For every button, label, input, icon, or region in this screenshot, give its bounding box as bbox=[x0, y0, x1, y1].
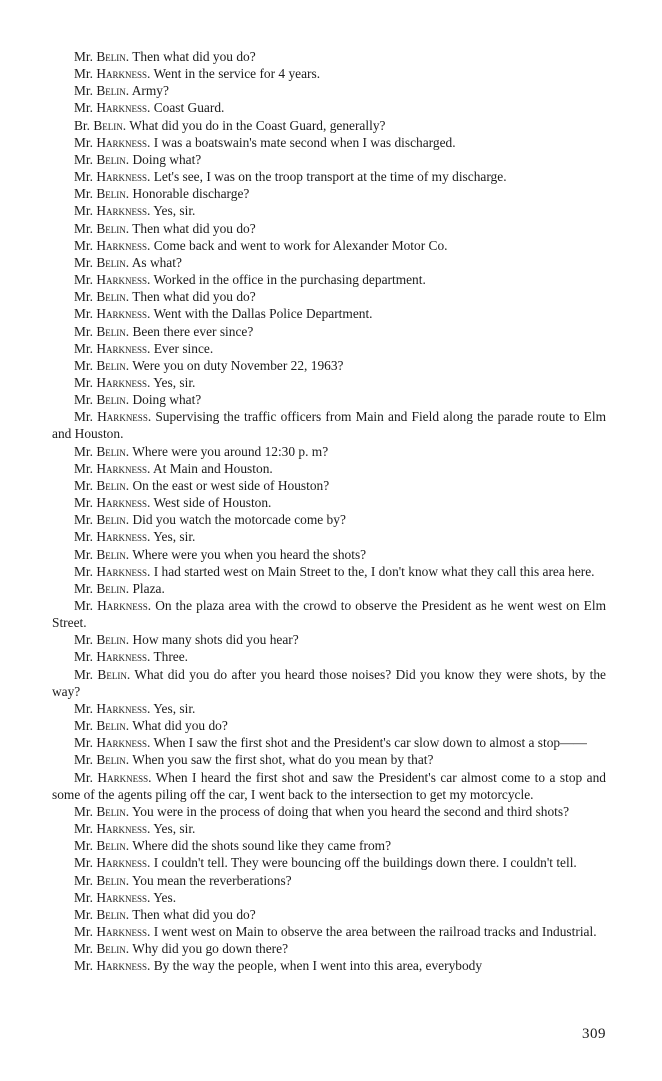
line-text: Did you watch the motorcade come by? bbox=[129, 512, 346, 528]
speaker-name: Harkness. bbox=[96, 923, 151, 939]
speaker-name: Belin. bbox=[96, 477, 130, 493]
speaker-prefix: Mr. bbox=[74, 649, 97, 665]
speaker-name: Belin. bbox=[96, 49, 130, 64]
speaker-prefix: Mr. bbox=[74, 735, 97, 751]
line-text: Honorable discharge? bbox=[129, 186, 250, 202]
speaker-name: Harkness. bbox=[96, 237, 151, 253]
speaker-name: Belin. bbox=[96, 718, 130, 734]
speaker-prefix: Mr. bbox=[74, 220, 97, 236]
line-text: What did you do in the Coast Guard, generally? bbox=[126, 117, 386, 133]
transcript-line bbox=[52, 185, 606, 202]
transcript-line bbox=[52, 597, 606, 631]
line-text: How many shots did you hear? bbox=[129, 632, 299, 648]
speaker-prefix: Mr. bbox=[74, 272, 97, 288]
speaker-name: Belin. bbox=[96, 323, 130, 339]
line-text: Where were you when you heard the shots? bbox=[129, 546, 367, 562]
speaker-name: Harkness. bbox=[96, 700, 151, 716]
line-text: By the way the people, when I went into this area, everybody bbox=[150, 958, 483, 974]
transcript-line bbox=[52, 923, 606, 940]
transcript-line bbox=[52, 563, 606, 580]
line-text: You mean the reverberations? bbox=[129, 872, 292, 888]
speaker-name: Harkness. bbox=[96, 495, 151, 511]
transcript-line bbox=[52, 837, 606, 854]
speaker-prefix: Mr. bbox=[74, 529, 97, 545]
transcript-line bbox=[52, 443, 606, 460]
speaker-name: Harkness. bbox=[96, 203, 151, 219]
speaker-prefix: Mr. bbox=[74, 169, 97, 185]
transcript-line bbox=[52, 648, 606, 665]
line-text: Coast Guard. bbox=[150, 100, 225, 116]
transcript-line bbox=[52, 391, 606, 408]
transcript-body bbox=[52, 48, 606, 974]
line-text: On the east or west side of Houston? bbox=[129, 477, 330, 493]
line-text: I was a boatswain's mate second when I was discharged. bbox=[150, 134, 456, 150]
speaker-name: Harkness. bbox=[96, 100, 151, 116]
line-text: Doing what? bbox=[129, 151, 202, 167]
line-text: Went with the Dallas Police Department. bbox=[150, 306, 373, 322]
transcript-line bbox=[52, 288, 606, 305]
transcript-line bbox=[52, 48, 606, 65]
transcript-line bbox=[52, 340, 606, 357]
speaker-name: Harkness. bbox=[97, 769, 152, 785]
speaker-name: Belin. bbox=[96, 752, 130, 768]
transcript-line bbox=[52, 151, 606, 168]
speaker-name: Harkness. bbox=[96, 958, 151, 974]
page-number: 309 bbox=[582, 1026, 606, 1042]
line-text: Were you on duty November 22, 1963? bbox=[129, 357, 344, 373]
line-text: Let's see, I was on the troop transport at the time of my discharge. bbox=[150, 169, 507, 185]
line-text: Ever since. bbox=[150, 340, 214, 356]
transcript-line bbox=[52, 202, 606, 219]
speaker-name: Belin. bbox=[96, 803, 130, 819]
transcript-line bbox=[52, 357, 606, 374]
speaker-name: Harkness. bbox=[96, 735, 151, 751]
line-text: Three. bbox=[150, 649, 189, 665]
speaker-prefix: Br. bbox=[74, 117, 94, 133]
speaker-prefix: Mr. bbox=[74, 923, 97, 939]
line-text: Then what did you do? bbox=[129, 906, 256, 922]
transcript-line bbox=[52, 374, 606, 391]
speaker-prefix: Mr. bbox=[74, 512, 97, 528]
line-text: Yes, sir. bbox=[150, 821, 196, 837]
speaker-prefix: Mr. bbox=[74, 495, 97, 511]
transcript-line bbox=[52, 666, 606, 700]
line-text: West side of Houston. bbox=[150, 495, 272, 511]
speaker-prefix: Mr. bbox=[74, 203, 97, 219]
line-text: Yes. bbox=[150, 889, 177, 905]
transcript-line bbox=[52, 631, 606, 648]
line-text: When you saw the first shot, what do you mean by that? bbox=[129, 752, 434, 768]
speaker-name: Harkness. bbox=[96, 889, 151, 905]
speaker-prefix: Mr. bbox=[74, 374, 97, 390]
speaker-prefix: Mr. bbox=[74, 460, 97, 476]
line-text: Went in the service for 4 years. bbox=[150, 66, 321, 82]
speaker-name: Belin. bbox=[96, 392, 130, 408]
line-text: Then what did you do? bbox=[129, 220, 256, 236]
transcript-line bbox=[52, 134, 606, 151]
line-text: As what? bbox=[129, 254, 182, 270]
transcript-line bbox=[52, 803, 606, 820]
speaker-prefix: Mr. bbox=[74, 306, 97, 322]
transcript-line bbox=[52, 323, 606, 340]
line-text: Plaza. bbox=[129, 580, 165, 596]
transcript-line bbox=[52, 940, 606, 957]
speaker-name: Belin. bbox=[96, 83, 130, 99]
transcript-line bbox=[52, 65, 606, 82]
line-text: Yes, sir. bbox=[150, 374, 196, 390]
speaker-prefix: Mr. bbox=[74, 872, 97, 888]
speaker-name: Belin. bbox=[97, 666, 131, 682]
transcript-line bbox=[52, 546, 606, 563]
speaker-prefix: Mr. bbox=[74, 803, 97, 819]
transcript-line bbox=[52, 751, 606, 768]
speaker-name: Harkness. bbox=[96, 821, 151, 837]
line-text: When I saw the first shot and the President's car slow down to almost a stop—— bbox=[150, 735, 587, 751]
speaker-prefix: Mr. bbox=[74, 580, 97, 596]
speaker-prefix: Mr. bbox=[74, 151, 97, 167]
speaker-prefix: Mr. bbox=[74, 941, 97, 957]
speaker-name: Harkness. bbox=[96, 272, 151, 288]
speaker-name: Belin. bbox=[96, 872, 130, 888]
speaker-name: Harkness. bbox=[96, 460, 151, 476]
line-text: Army? bbox=[129, 83, 169, 99]
transcript-line bbox=[52, 957, 606, 974]
speaker-name: Harkness. bbox=[97, 409, 152, 425]
line-text: On the plaza area with the crowd to observe the President as he went west on Elm Street. bbox=[52, 598, 606, 631]
line-text: Supervising the traffic officers from Main and Field along the parade route to Elm and Houston. bbox=[52, 409, 606, 442]
speaker-name: Harkness. bbox=[96, 563, 151, 579]
speaker-name: Harkness. bbox=[96, 169, 151, 185]
line-text: Been there ever since? bbox=[129, 323, 254, 339]
transcript-line bbox=[52, 168, 606, 185]
line-text: Yes, sir. bbox=[150, 203, 196, 219]
transcript-line bbox=[52, 854, 606, 871]
speaker-prefix: Mr. bbox=[74, 666, 98, 682]
transcript-line bbox=[52, 700, 606, 717]
speaker-name: Harkness. bbox=[96, 340, 151, 356]
speaker-name: Belin. bbox=[96, 941, 130, 957]
speaker-prefix: Mr. bbox=[74, 700, 97, 716]
line-text: What did you do after you heard those noises? Did you know they were shots, by the way? bbox=[52, 666, 607, 699]
speaker-prefix: Mr. bbox=[74, 718, 97, 734]
speaker-prefix: Mr. bbox=[74, 323, 97, 339]
line-text: Where did the shots sound like they came from? bbox=[129, 838, 392, 854]
speaker-prefix: Mr. bbox=[74, 889, 97, 905]
speaker-name: Belin. bbox=[96, 151, 130, 167]
speaker-prefix: Mr. bbox=[74, 340, 97, 356]
speaker-prefix: Mr. bbox=[74, 409, 98, 425]
line-text: I had started west on Main Street to the, I don't know what they call this area here. bbox=[150, 563, 595, 579]
speaker-name: Belin. bbox=[96, 443, 130, 459]
transcript-line bbox=[52, 820, 606, 837]
speaker-prefix: Mr. bbox=[74, 49, 97, 64]
line-text: Worked in the office in the purchasing department. bbox=[150, 272, 426, 288]
speaker-prefix: Mr. bbox=[74, 100, 97, 116]
transcript-line bbox=[52, 271, 606, 288]
speaker-prefix: Mr. bbox=[74, 186, 97, 202]
speaker-name: Belin. bbox=[96, 906, 130, 922]
speaker-prefix: Mr. bbox=[74, 752, 97, 768]
speaker-prefix: Mr. bbox=[74, 477, 97, 493]
line-text: Then what did you do? bbox=[129, 49, 256, 64]
speaker-name: Belin. bbox=[96, 838, 130, 854]
speaker-prefix: Mr. bbox=[74, 237, 97, 253]
speaker-name: Harkness. bbox=[96, 529, 151, 545]
speaker-name: Belin. bbox=[96, 254, 130, 270]
speaker-name: Belin. bbox=[96, 512, 130, 528]
speaker-name: Belin. bbox=[96, 289, 130, 305]
transcript-line bbox=[52, 408, 606, 442]
transcript-line bbox=[52, 906, 606, 923]
speaker-name: Belin. bbox=[93, 117, 127, 133]
transcript-line bbox=[52, 734, 606, 751]
line-text: Why did you go down there? bbox=[129, 941, 289, 957]
speaker-prefix: Mr. bbox=[74, 821, 97, 837]
transcript-line bbox=[52, 82, 606, 99]
speaker-name: Harkness. bbox=[96, 374, 151, 390]
line-text: At Main and Houston. bbox=[150, 460, 273, 476]
speaker-prefix: Mr. bbox=[74, 83, 97, 99]
transcript-line bbox=[52, 580, 606, 597]
transcript-line bbox=[52, 717, 606, 734]
line-text: Where were you around 12:30 p. m? bbox=[129, 443, 329, 459]
line-text: You were in the process of doing that when you heard the second and third shots? bbox=[129, 803, 570, 819]
line-text: What did you do? bbox=[129, 718, 228, 734]
speaker-prefix: Mr. bbox=[74, 546, 97, 562]
speaker-name: Harkness. bbox=[96, 66, 151, 82]
speaker-name: Harkness. bbox=[96, 649, 151, 665]
speaker-name: Belin. bbox=[96, 632, 130, 648]
speaker-prefix: Mr. bbox=[74, 906, 97, 922]
speaker-name: Harkness. bbox=[96, 855, 151, 871]
speaker-prefix: Mr. bbox=[74, 254, 97, 270]
line-text: I couldn't tell. They were bouncing off the buildings down there. I couldn't tell. bbox=[150, 855, 577, 871]
transcript-line bbox=[52, 117, 606, 134]
transcript-line bbox=[52, 477, 606, 494]
line-text: Yes, sir. bbox=[150, 700, 196, 716]
speaker-name: Belin. bbox=[96, 546, 130, 562]
transcript-line bbox=[52, 528, 606, 545]
speaker-prefix: Mr. bbox=[74, 855, 97, 871]
transcript-line bbox=[52, 494, 606, 511]
speaker-name: Belin. bbox=[96, 220, 130, 236]
speaker-prefix: Mr. bbox=[74, 563, 97, 579]
speaker-name: Harkness. bbox=[96, 306, 151, 322]
transcript-line bbox=[52, 99, 606, 116]
line-text: I went west on Main to observe the area between the railroad tracks and Industrial. bbox=[150, 923, 597, 939]
line-text: Yes, sir. bbox=[150, 529, 196, 545]
transcript-line bbox=[52, 220, 606, 237]
speaker-prefix: Mr. bbox=[74, 598, 98, 613]
speaker-prefix: Mr. bbox=[74, 958, 97, 974]
speaker-name: Belin. bbox=[96, 580, 130, 596]
speaker-prefix: Mr. bbox=[74, 289, 97, 305]
line-text: Doing what? bbox=[129, 392, 202, 408]
speaker-name: Harkness. bbox=[96, 134, 151, 150]
speaker-name: Belin. bbox=[96, 357, 130, 373]
speaker-name: Belin. bbox=[96, 186, 130, 202]
speaker-prefix: Mr. bbox=[74, 66, 97, 82]
speaker-prefix: Mr. bbox=[74, 632, 97, 648]
speaker-prefix: Mr. bbox=[74, 392, 97, 408]
speaker-name: Harkness. bbox=[97, 598, 152, 613]
transcript-line bbox=[52, 511, 606, 528]
transcript-line bbox=[52, 889, 606, 906]
speaker-prefix: Mr. bbox=[74, 769, 98, 785]
line-text: When I heard the first shot and saw the President's car almost come to a stop and some of the agents piling off the car, I went back to the intersection to get my motorcycle. bbox=[52, 769, 606, 802]
transcript-line bbox=[52, 769, 606, 803]
speaker-prefix: Mr. bbox=[74, 443, 97, 459]
transcript-line bbox=[52, 237, 606, 254]
transcript-line bbox=[52, 460, 606, 477]
speaker-prefix: Mr. bbox=[74, 134, 97, 150]
speaker-prefix: Mr. bbox=[74, 838, 97, 854]
transcript-line bbox=[52, 254, 606, 271]
transcript-line bbox=[52, 305, 606, 322]
transcript-line bbox=[52, 872, 606, 889]
speaker-prefix: Mr. bbox=[74, 357, 97, 373]
line-text: Come back and went to work for Alexander Motor Co. bbox=[150, 237, 448, 253]
line-text: Then what did you do? bbox=[129, 289, 256, 305]
